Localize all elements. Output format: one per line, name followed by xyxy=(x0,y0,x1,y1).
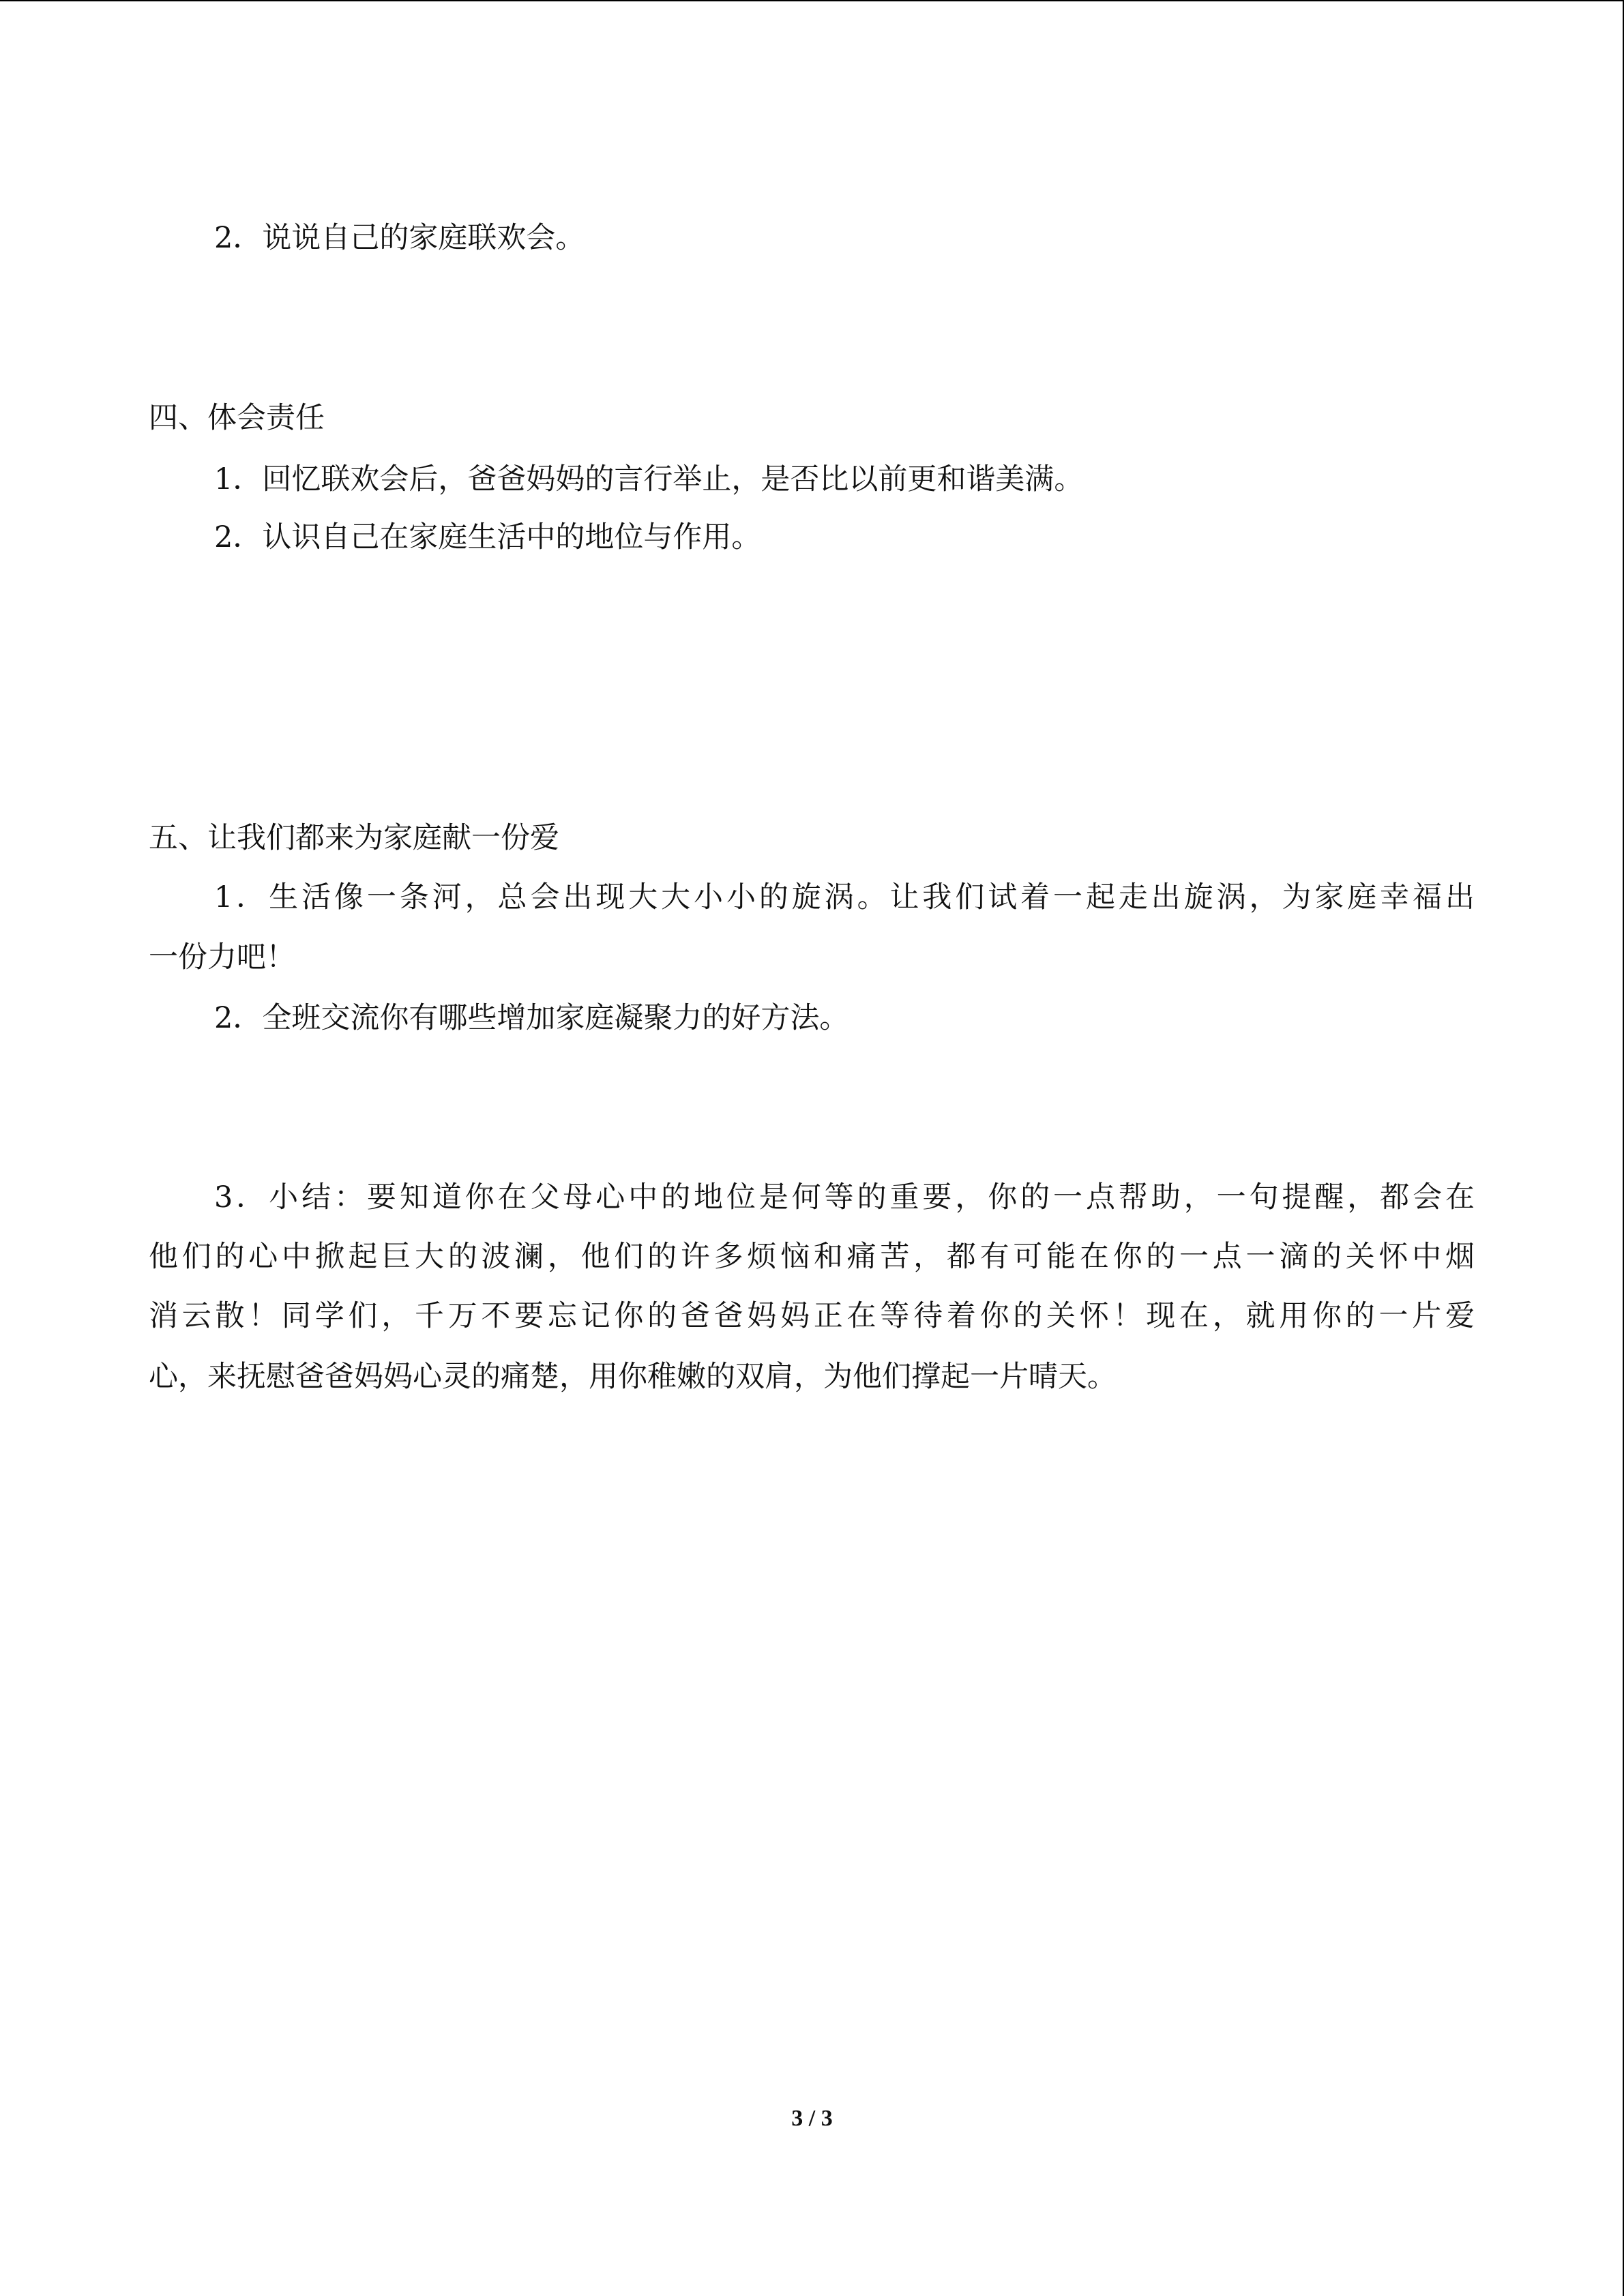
section-4-item-2: 2．认识自己在家庭生活中的地位与作用。 xyxy=(214,520,761,554)
section-4-item-1: 1．回忆联欢会后，爸爸妈妈的言行举止，是否比以前更和谐美满。 xyxy=(214,462,1084,496)
page-number: 3 / 3 xyxy=(791,2106,833,2131)
section-5-item-2: 2．全班交流你有哪些增加家庭凝聚力的好方法。 xyxy=(214,1001,849,1035)
section-4-heading: 四、体会责任 xyxy=(149,401,325,435)
section-5-item-3-line-3: 消云散！同学们，千万不要忘记你的爸爸妈妈正在等待着你的关怀！现在，就用你的一片爱 xyxy=(149,1299,1475,1333)
section-5-item-3-line-4: 心，来抚慰爸爸妈妈心灵的痛楚，用你稚嫩的双肩，为他们撑起一片晴天。 xyxy=(149,1360,1117,1394)
section-5-item-3-line-1: 3．小结：要知道你在父母心中的地位是何等的重要，你的一点帮助，一句提醒，都会在 xyxy=(214,1180,1475,1214)
section-5-heading: 五、让我们都来为家庭献一份爱 xyxy=(149,821,559,855)
section-5-item-1-line-1: 1．生活像一条河，总会出现大大小小的旋涡。让我们试着一起走出旋涡，为家庭幸福出 xyxy=(214,880,1475,914)
section-5-item-3-line-2: 他们的心中掀起巨大的波澜，他们的许多烦恼和痛苦，都有可能在你的一点一滴的关怀中烟 xyxy=(149,1240,1475,1274)
section-5-item-1-line-2: 一份力吧！ xyxy=(149,940,295,974)
item-2-family-party: 2．说说自己的家庭联欢会。 xyxy=(214,221,585,255)
